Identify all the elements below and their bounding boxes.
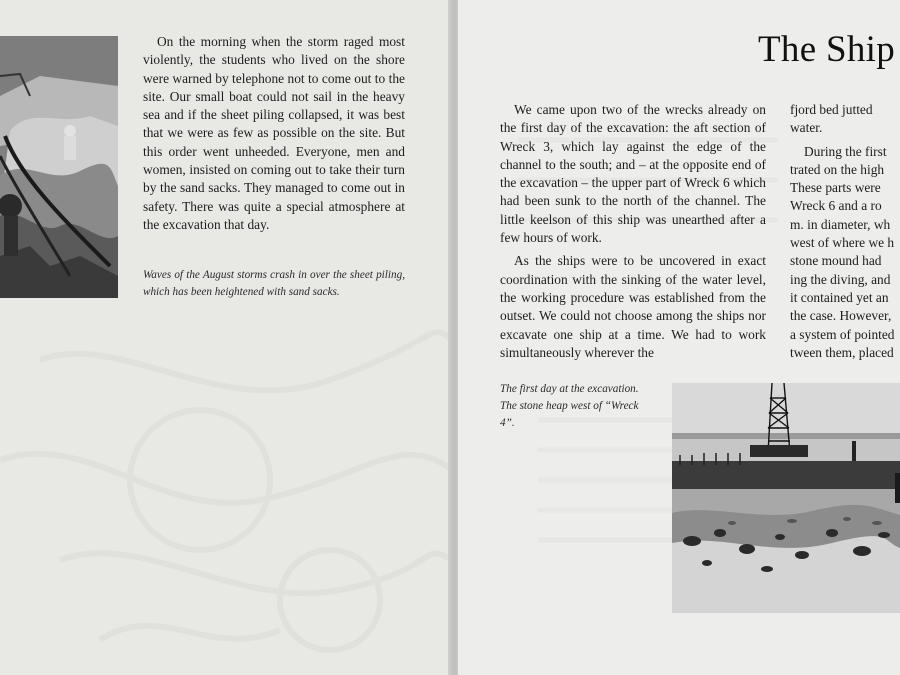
col2-line: the case. However, bbox=[790, 308, 892, 324]
col2-line: ing the diving, and bbox=[790, 271, 891, 287]
left-paragraph: On the morning when the storm raged most violently, the students who lived on the shore were warned by telephone not to come out to the site. Our small boat could not sail in the heavy sea and if the sheet piling collapsed, it was best that we were as few as possible on the site. But this order went unheeded. Everyone, men and women, insisted on coming out to take their turn by the sand sacks. They managed to come out in safety. There was quite a special atmosphere at the excavation that day. bbox=[143, 34, 405, 232]
col2-line: it contained yet an bbox=[790, 289, 889, 305]
col2-line: tween them, placed bbox=[790, 344, 894, 360]
col2-line: west of where we h bbox=[790, 235, 895, 251]
right-page bbox=[458, 0, 900, 675]
col2-line: stone mound had bbox=[790, 253, 882, 269]
col2-line: m. in diameter, wh bbox=[790, 216, 891, 232]
col2-line: During the first bbox=[804, 143, 887, 159]
col2-line: trated on the high bbox=[790, 161, 885, 177]
storm-photo bbox=[0, 36, 118, 298]
excavation-photo bbox=[672, 383, 900, 613]
chapter-heading: The Ship bbox=[758, 29, 896, 70]
left-photo-caption: Waves of the August storms crash in over the sheet piling, which has been heightened with sand sacks. bbox=[143, 269, 405, 298]
col2-line: a system of pointed bbox=[790, 326, 895, 342]
col2-line: Wreck 6 and a ro bbox=[790, 198, 882, 214]
col2-line: fjord bed jutted bbox=[790, 102, 873, 117]
right-column-1 bbox=[500, 101, 766, 362]
right-paragraph-1: We came upon two of the wrecks already on the first day of the excavation: the aft section of Wreck 3, which lay against the edge of the channel to the south; and – at the opposite end of the excavation – the upper part of Wreck 6 which had been sunk to the north of the channel. The little keelson of this ship was unearthed after a few hours of work. bbox=[500, 102, 766, 246]
right-photo-caption: The first day at the excavation. The stone heap west of “Wreck 4”. bbox=[500, 383, 639, 429]
right-paragraph-2: As the ships were to be uncovered in exact coordination with the sinking of the water level, the working procedure was established from the outset. We could not choose among the ships nor excavate one ship at a time. We had to work simultaneously wherever the bbox=[500, 253, 766, 360]
right-column-2 bbox=[790, 101, 900, 362]
col2-line: These parts were bbox=[790, 180, 881, 196]
col2-line: water. bbox=[790, 120, 823, 136]
left-body-text bbox=[143, 33, 405, 234]
